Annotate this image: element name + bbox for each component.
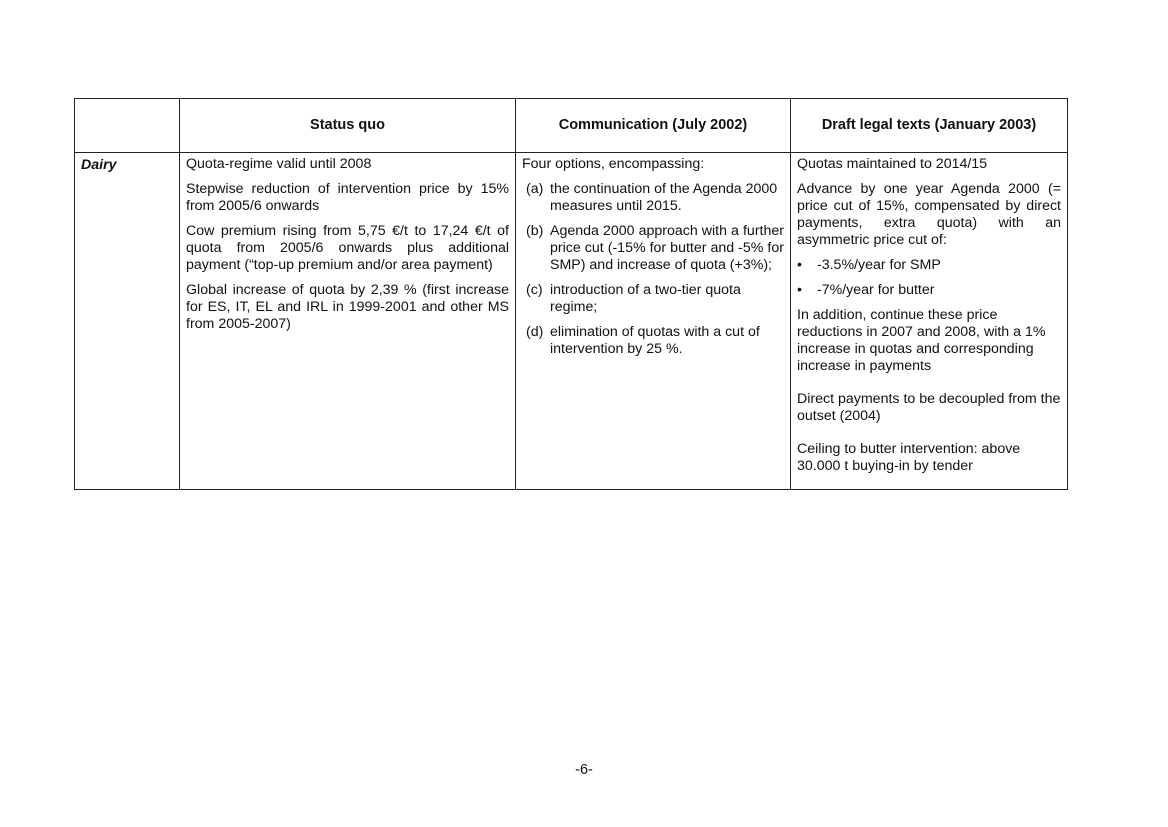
draft-bullet bbox=[797, 282, 1061, 299]
status-quo-item: Stepwise reduction of intervention price by 15% from 2005/6 onwards bbox=[186, 181, 509, 214]
draft-legal-texts-cell bbox=[791, 153, 1068, 490]
option-text: introduction of a two-tier quota regime; bbox=[550, 282, 741, 315]
draft-item: Direct payments to be decoupled from the outset (2004) bbox=[797, 391, 1061, 424]
draft-item: Quotas maintained to 2014/15 bbox=[797, 156, 988, 172]
option-text: Agenda 2000 approach with a further price cut (-15% for butter and -5% for SMP) and increase of quota (+3%); bbox=[550, 223, 784, 273]
communication-option bbox=[522, 282, 784, 316]
bullet-icon: • bbox=[797, 282, 802, 298]
header-draft-legal-texts: Draft legal texts (January 2003) bbox=[791, 99, 1068, 153]
bullet-text: -7%/year for butter bbox=[817, 282, 935, 298]
header-empty bbox=[75, 99, 180, 153]
option-label: (d) bbox=[526, 324, 544, 340]
communication-option bbox=[522, 324, 784, 358]
header-status-quo: Status quo bbox=[180, 99, 516, 153]
reform-comparison-table bbox=[74, 98, 1068, 490]
draft-item: In addition, continue these price reductions in 2007 and 2008, with a 1% increase in quotas and corresponding increase in payments bbox=[797, 307, 1046, 374]
bullet-icon: • bbox=[797, 257, 802, 273]
row-label-dairy: Dairy bbox=[75, 153, 180, 490]
communication-option bbox=[522, 181, 784, 215]
dairy-row bbox=[75, 153, 1068, 490]
bullet-text: -3.5%/year for SMP bbox=[817, 257, 941, 273]
option-label: (b) bbox=[526, 223, 544, 239]
option-text: the continuation of the Agenda 2000 measures until 2015. bbox=[550, 181, 778, 214]
draft-item: Ceiling to butter intervention: above 30.000 t buying-in by tender bbox=[797, 441, 1021, 474]
header-row bbox=[75, 99, 1068, 153]
status-quo-item: Quota-regime valid until 2008 bbox=[186, 156, 372, 172]
communication-option bbox=[522, 223, 784, 274]
page-number: -6- bbox=[575, 762, 593, 778]
status-quo-cell bbox=[180, 153, 516, 490]
communication-cell bbox=[516, 153, 791, 490]
status-quo-item: Global increase of quota by 2,39 % (first increase for ES, IT, EL and IRL in 1999-2001 and other MS from 2005-2007) bbox=[186, 282, 509, 332]
option-text: elimination of quotas with a cut of intervention by 25 %. bbox=[550, 324, 760, 357]
status-quo-item: Cow premium rising from 5,75 €/t to 17,24 €/t of quota from 2005/6 onwards plus additional payment (“top-up premium and/or area payment) bbox=[186, 223, 509, 273]
option-label: (a) bbox=[526, 181, 544, 197]
communication-intro: Four options, encompassing: bbox=[522, 156, 705, 172]
draft-bullet bbox=[797, 257, 1061, 274]
option-label: (c) bbox=[526, 282, 543, 298]
draft-item: Advance by one year Agenda 2000 (= price cut of 15%, compensated by direct payments, extra quota) with an asymmetric price cut of: bbox=[797, 181, 1061, 248]
header-communication: Communication (July 2002) bbox=[516, 99, 791, 153]
